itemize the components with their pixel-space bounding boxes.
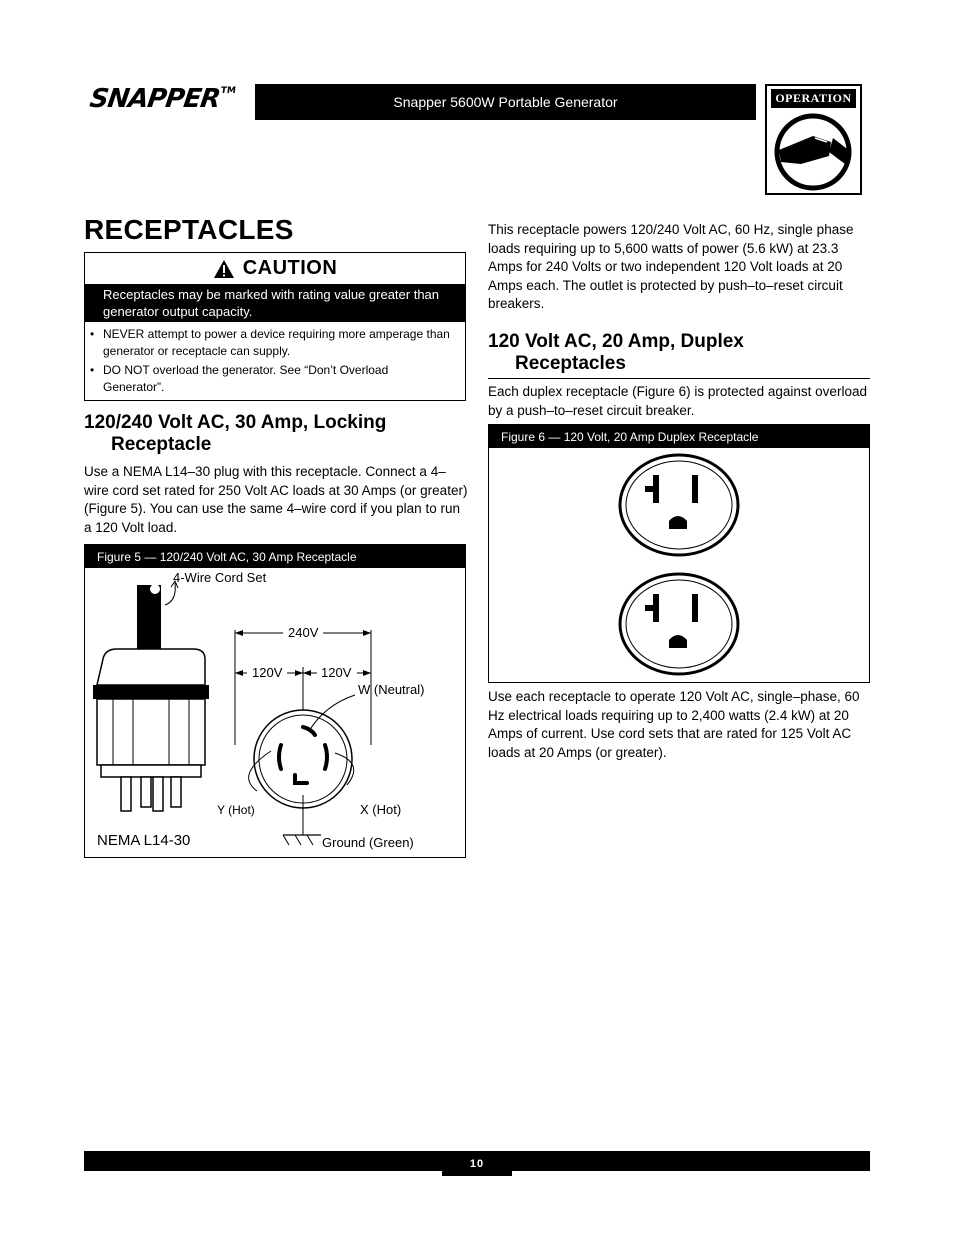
locking-heading-line1: 120/240 Volt AC, 30 Amp, Locking <box>84 412 387 433</box>
prong <box>171 777 181 807</box>
figure-5 <box>84 544 466 858</box>
cord <box>137 585 161 651</box>
section-badge <box>765 84 862 195</box>
hot-slot <box>692 594 698 622</box>
label-ground: Ground (Green) <box>322 835 414 850</box>
slot-x <box>325 745 327 769</box>
duplex-heading-line2: Receptacles <box>515 353 626 374</box>
duplex-heading-line1: 120 Volt AC, 20 Amp, Duplex <box>488 331 744 352</box>
locking-heading-line2: Receptacle <box>111 434 212 455</box>
brand-logo <box>88 84 237 114</box>
locking-heading <box>84 412 474 456</box>
label-hot-y: Y (Hot) <box>217 803 255 817</box>
duplex-usage: Use each receptacle to operate 120 Volt AC, single–phase, 60 Hz electrical loads requiring up to 2,400 watts (2.4 kW) at 20 Amps of current. Use cord sets that are rated for 125 Volt AC loads at 20 Amps (or greater). <box>488 689 860 760</box>
figure-5-caption: Figure 5 — 120/240 Volt AC, 30 Amp Receptacle <box>85 545 465 568</box>
prong <box>121 777 131 811</box>
plug-collar <box>93 685 209 699</box>
figure-6 <box>488 424 870 683</box>
prong <box>153 777 163 811</box>
duplex-heading <box>488 331 870 379</box>
locking-body: Use a NEMA L14–30 plug with this receptacle. Connect a 4–wire cord set rated for 250 Volt AC loads at 30 Amps (or greater) (Figure 5). You can use the same 4–wire cord if you plan to run a 120 Volt load. <box>84 464 468 535</box>
prong <box>141 777 151 807</box>
label-neutral: W (Neutral) <box>358 682 425 697</box>
product-title: Snapper 5600W Portable Generator <box>393 94 618 110</box>
outlet-top <box>620 455 738 555</box>
slot-y <box>279 745 281 769</box>
caution-box <box>84 252 466 401</box>
label-240v: 240V <box>288 625 319 640</box>
figure-6-caption: Figure 6 — 120 Volt, 20 Amp Duplex Receptacle <box>489 425 869 448</box>
label-120v-right: 120V <box>321 665 352 680</box>
right-intro: This receptacle powers 120/240 Volt AC, 60 Hz, single phase loads requiring up to 5,600 watts of power (5.6 kW) at 23.3 Amps for 240 Volts or two independent 120 Volt loads at 20 Amps each. The outlet is protected by push–to–reset circuit breakers. <box>488 222 854 312</box>
hot-slot <box>692 475 698 503</box>
locking-receptacle-diagram <box>85 545 465 857</box>
product-title-bar <box>255 84 756 120</box>
label-cord: 4-Wire Cord Set <box>173 570 267 585</box>
duplex-receptacle-diagram <box>489 425 869 682</box>
page-number: 10 <box>442 1151 512 1176</box>
caution-header <box>85 253 465 284</box>
section-badge-label: OPERATION <box>771 89 856 108</box>
hand-on-switch-icon <box>771 112 856 192</box>
warning-triangle-icon <box>213 259 235 279</box>
label-plug: NEMA L14-30 <box>97 832 191 849</box>
receptacle-face <box>254 710 352 808</box>
page-title: RECEPTACLES <box>84 214 294 245</box>
brand-name: SNAPPER <box>87 84 222 114</box>
caution-list <box>85 326 465 398</box>
label-120v-left: 120V <box>252 665 283 680</box>
caution-banner: Receptacles may be marked with rating value greater than generator output capacity. <box>85 284 465 322</box>
label-hot-x: X (Hot) <box>360 802 402 817</box>
caution-bullet: • NEVER attempt to power a device requiring more amperage than generator or receptacle can supply. <box>103 326 451 360</box>
trademark: TM <box>219 86 237 96</box>
outlet-bottom <box>620 574 738 674</box>
plug-top <box>97 649 205 685</box>
duplex-body: Each duplex receptacle (Figure 6) is protected against overload by a push–to–reset circuit breaker. <box>488 384 867 418</box>
caution-bullet: • DO NOT overload the generator. See “Don’t Overload Generator”. <box>103 362 451 396</box>
caution-label: CAUTION <box>242 257 338 279</box>
